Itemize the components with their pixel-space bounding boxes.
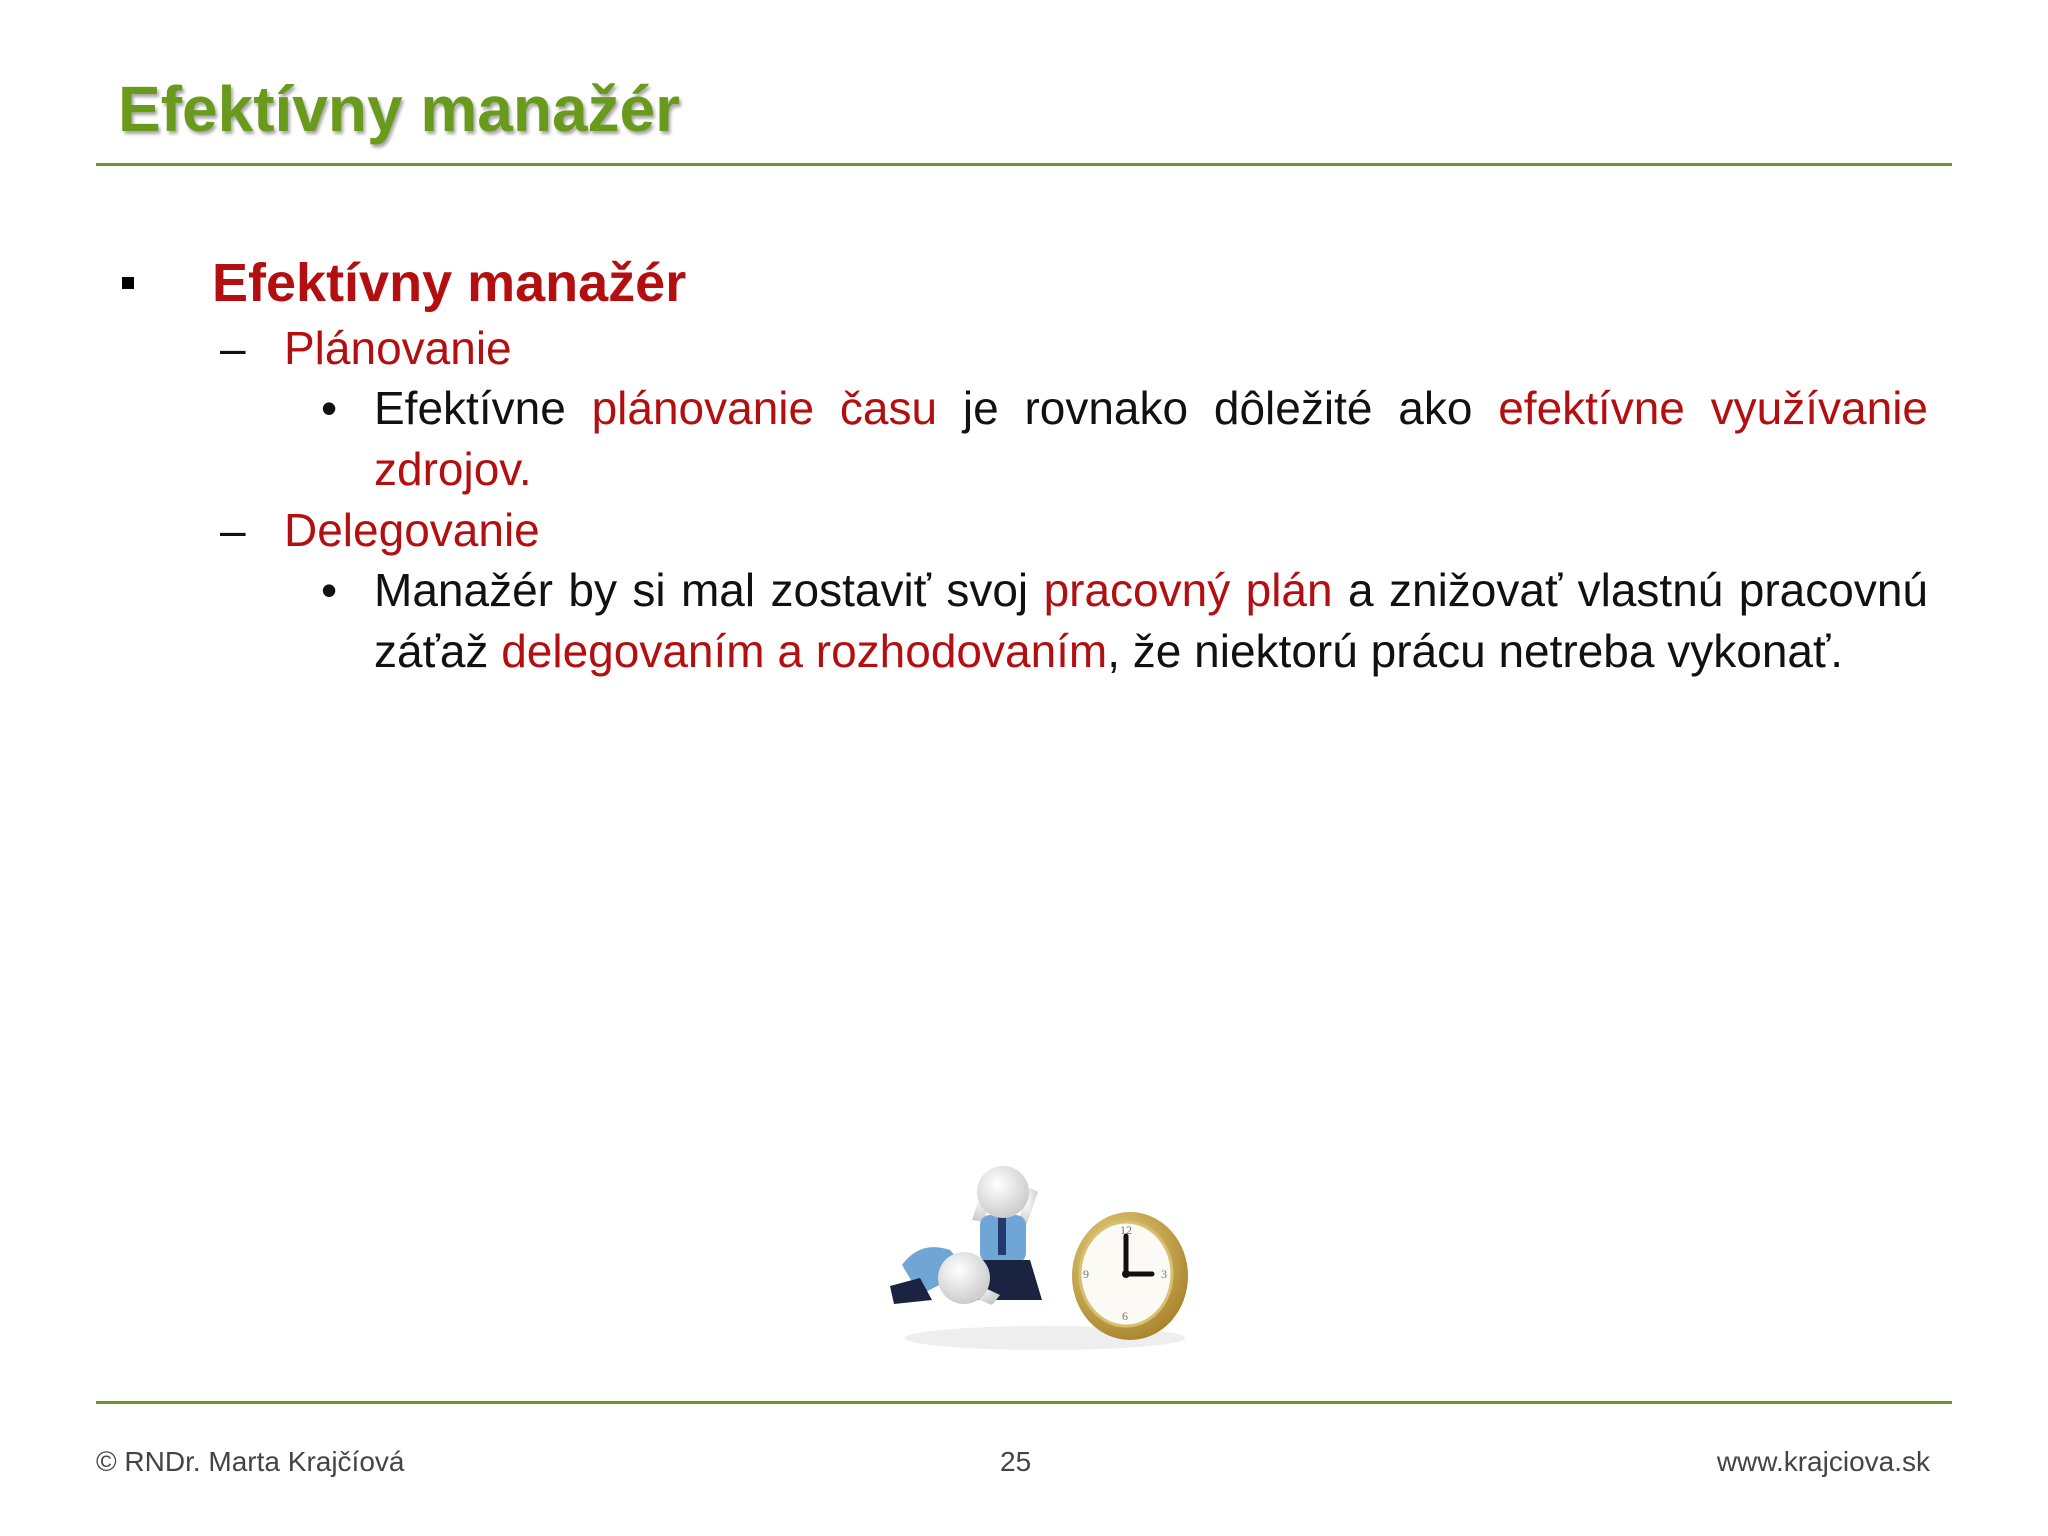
footer-website: www.krajciova.sk bbox=[1716, 1446, 1930, 1477]
page-number: 25 bbox=[1000, 1446, 1032, 1477]
planning-point bbox=[321, 378, 1930, 500]
text-segment: a znižovať vlastnú pracovnú záťaž bbox=[374, 564, 1929, 677]
planning-text bbox=[374, 378, 1928, 500]
square-bullet-icon bbox=[122, 277, 134, 289]
section-planning bbox=[220, 318, 1930, 378]
svg-text:12: 12 bbox=[1120, 1223, 1132, 1237]
highlight-segment: delegovaním a rozhodovaním bbox=[501, 625, 1108, 677]
main-heading: Efektívny manažér bbox=[212, 253, 687, 313]
svg-text:9: 9 bbox=[1083, 1267, 1089, 1281]
footer-divider bbox=[96, 1401, 1952, 1404]
text-segment: , že niektorú prácu netreba vykonať. bbox=[1107, 625, 1844, 677]
section-label: Plánovanie bbox=[284, 322, 512, 374]
delegation-point bbox=[321, 560, 1930, 682]
section-delegation bbox=[220, 500, 1930, 560]
slide-content bbox=[118, 248, 1930, 682]
title-divider bbox=[96, 163, 1952, 166]
text-segment: je rovnako dôležité ako bbox=[937, 382, 1499, 434]
highlight-segment: pracovný plán bbox=[1043, 564, 1333, 616]
main-bullet bbox=[118, 248, 1930, 318]
dot-bullet-icon: • bbox=[321, 564, 338, 616]
highlight-segment: plánovanie času bbox=[591, 382, 938, 434]
delegation-text bbox=[374, 560, 1928, 682]
dash-icon: – bbox=[220, 322, 246, 374]
slide-title: Efektívny manažér bbox=[118, 73, 681, 145]
svg-text:3: 3 bbox=[1161, 1267, 1167, 1281]
dot-bullet-icon: • bbox=[321, 382, 338, 434]
footer-author: © RNDr. Marta Krajčíová bbox=[96, 1446, 405, 1477]
svg-text:6: 6 bbox=[1122, 1309, 1128, 1323]
text-segment: Efektívne bbox=[374, 382, 592, 434]
highlight-segment: efektívne využívanie zdrojov. bbox=[374, 382, 1928, 495]
text-segment: Manažér by si mal zostaviť svoj bbox=[374, 564, 1044, 616]
dash-icon: – bbox=[220, 504, 246, 556]
time-management-figures-clock-icon bbox=[880, 1110, 1210, 1360]
section-label: Delegovanie bbox=[284, 504, 540, 556]
